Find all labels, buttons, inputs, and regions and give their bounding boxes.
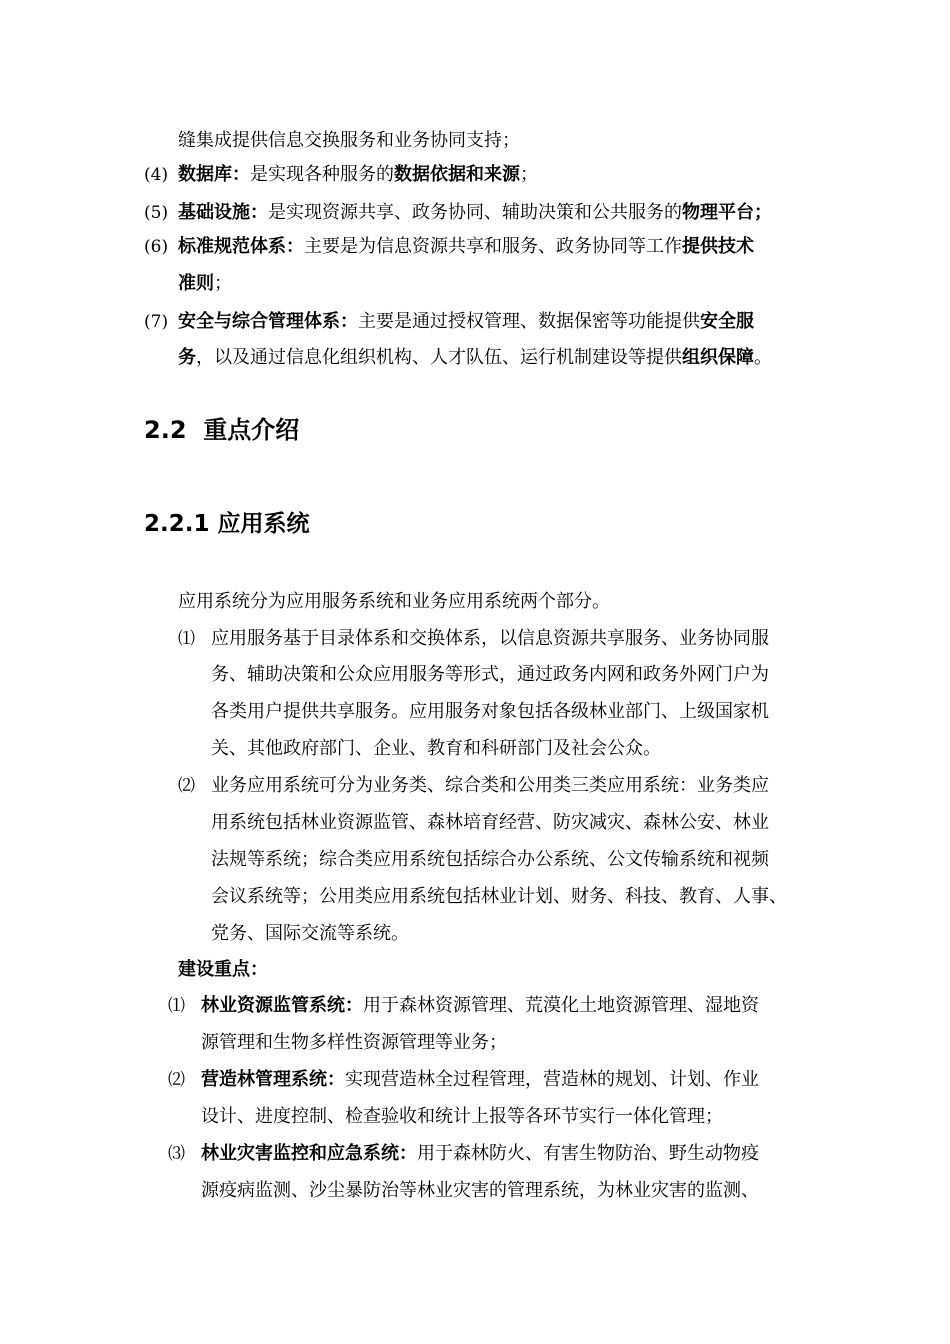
key-item-line: 源管理和生物多样性资源管理等业务；: [201, 1032, 507, 1053]
list-number: ⑴: [178, 629, 195, 649]
list-continuation: 务，以及通过信息化组织机构、人才队伍、运行机制建设等提供组织保障。: [178, 347, 772, 368]
app-item-line: 法规等系统；综合类应用系统包括综合办公系统、公文传输系统和视频: [211, 849, 769, 870]
list-number: ⑵: [168, 1070, 185, 1090]
list-number: ⑴: [168, 996, 185, 1016]
list-item-infrastructure: 基础设施：是实现资源共享、政务协同、辅助决策和公共服务的物理平台；: [178, 202, 772, 223]
key-item-afforestation: 营造林管理系统：实现营造林全过程管理，营造林的规划、计划、作业: [201, 1069, 759, 1090]
list-item-database: 数据库：是实现各种服务的数据依据和来源；: [178, 164, 538, 185]
intro-paragraph: 应用系统分为应用服务系统和业务应用系统两个部分。: [178, 591, 610, 612]
app-item-line: 业务应用系统可分为业务类、综合类和公用类三类应用系统：业务类应: [211, 775, 769, 796]
key-item-disaster: 林业灾害监控和应急系统：用于森林防火、有害生物防治、野生动物疫: [201, 1143, 759, 1164]
key-item-line: 源疫病监测、沙尘暴防治等林业灾害的管理系统，为林业灾害的监测、: [201, 1180, 759, 1201]
app-item-line: 党务、国际交流等系统。: [211, 923, 409, 944]
list-item-standards: 标准规范体系：主要是为信息资源共享和服务、政务协同等工作提供技术: [178, 236, 754, 257]
app-item-line: 用系统包括林业资源监管、森林培育经营、防灾减灾、森林公安、林业: [211, 812, 769, 833]
list-number: (7): [144, 312, 169, 332]
section-heading-2-2: 2.2 重点介绍: [144, 416, 300, 444]
key-item-line: 设计、进度控制、检查验收和统计上报等各环节实行一体化管理；: [201, 1106, 723, 1127]
app-item-line: 应用服务基于目录体系和交换体系，以信息资源共享服务、业务协同服: [211, 628, 769, 649]
list-item-security: 安全与综合管理体系：主要是通过授权管理、数据保密等功能提供安全服: [178, 311, 754, 332]
list-number: ⑵: [178, 776, 195, 796]
list-number: (4): [144, 165, 169, 185]
app-item-line: 务、辅助决策和公众应用服务等形式，通过政务内网和政务外网门户为: [211, 664, 769, 685]
key-points-label: 建设重点：: [178, 959, 268, 980]
list-number: (5): [144, 203, 169, 223]
list-continuation: 缝集成提供信息交换服务和业务协同支持；: [178, 130, 520, 151]
list-continuation: 准则；: [178, 273, 232, 294]
app-item-line: 各类用户提供共享服务。应用服务对象包括各级林业部门、上级国家机: [211, 701, 769, 722]
list-number: (6): [144, 237, 169, 257]
app-item-line: 关、其他政府部门、企业、教育和科研部门及社会公众。: [211, 738, 661, 759]
app-item-line: 会议系统等；公用类应用系统包括林业计划、财务、科技、教育、人事、: [211, 886, 787, 907]
section-heading-2-2-1: 2.2.1 应用系统: [144, 511, 310, 537]
key-item-resource: 林业资源监管系统：用于森林资源管理、荒漠化土地资源管理、湿地资: [201, 995, 759, 1016]
list-number: ⑶: [168, 1144, 185, 1164]
